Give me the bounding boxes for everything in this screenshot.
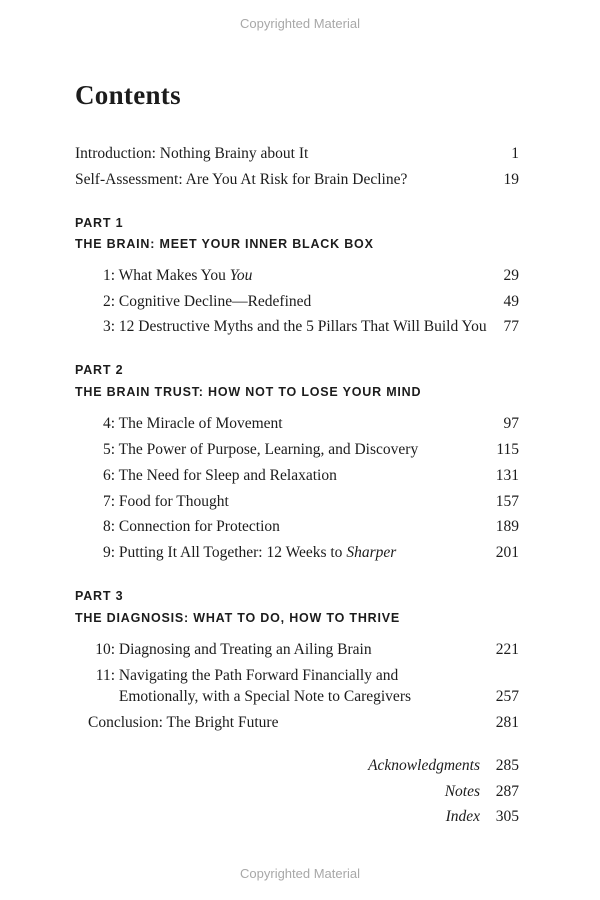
- part-2-title: THE BRAIN TRUST: HOW NOT TO LOSE YOUR MIND: [75, 385, 422, 399]
- chapter-title: Food for Thought: [118, 493, 229, 510]
- chapter-title: Diagnosing and Treating an Ailing Brain: [118, 641, 372, 658]
- chapter-title-line-2: Emotionally, with a Special Note to Caregivers: [118, 688, 412, 705]
- part-3-label: PART 3: [75, 589, 124, 603]
- watermark-bottom: Copyrighted Material: [240, 866, 360, 881]
- toc-back-acknowledgments[interactable]: [368, 755, 519, 777]
- chapter-number: 10:: [95, 641, 115, 658]
- chapter-number: 2:: [102, 293, 115, 310]
- toc-entry-label: Introduction: Nothing Brainy about It: [75, 145, 309, 162]
- conclusion-label: Conclusion: The Bright Future: [88, 714, 279, 731]
- toc-entry-label: Self-Assessment: Are You At Risk for Brain Decline?: [75, 171, 408, 188]
- toc-chapter-3[interactable]: [92, 316, 519, 338]
- toc-chapter-1[interactable]: [92, 265, 519, 287]
- chapter-page: 131: [495, 467, 519, 484]
- toc-entry-introduction[interactable]: [75, 143, 519, 165]
- chapter-number: 3:: [102, 318, 115, 335]
- chapter-title: Cognitive Decline—Redefined: [118, 293, 312, 310]
- back-matter-page: 305: [495, 808, 519, 825]
- toc-entry-page: 1: [511, 145, 519, 162]
- chapter-title: 12 Destructive Myths and the 5 Pillars That Will Build You: [118, 318, 487, 335]
- chapter-page: 257: [495, 688, 519, 705]
- chapter-title: The Power of Purpose, Learning, and Discovery: [118, 441, 419, 458]
- chapter-number: 8:: [102, 518, 115, 535]
- toc-chapter-6[interactable]: [92, 465, 519, 487]
- part-1-label: PART 1: [75, 216, 124, 230]
- toc-chapter-8[interactable]: [92, 516, 519, 538]
- chapter-title: Putting It All Together: 12 Weeks to Sharper: [118, 544, 397, 561]
- toc-chapter-11[interactable]: [88, 665, 519, 687]
- toc-back-index[interactable]: [446, 806, 519, 828]
- chapter-number: 1:: [102, 267, 115, 284]
- toc-entry-page: 19: [503, 171, 519, 188]
- toc-chapter-11-continued[interactable]: [88, 686, 519, 708]
- back-matter-page: 285: [495, 757, 519, 774]
- back-matter-label: Acknowledgments: [368, 757, 480, 774]
- chapter-number: 5:: [102, 441, 115, 458]
- chapter-number: 4:: [102, 415, 115, 432]
- toc-chapter-2[interactable]: [92, 291, 519, 313]
- toc-chapter-10[interactable]: [88, 639, 519, 661]
- back-matter-label: Index: [445, 808, 480, 825]
- watermark-top: Copyrighted Material: [240, 16, 360, 31]
- page-title: Contents: [75, 80, 181, 110]
- toc-chapter-5[interactable]: [92, 439, 519, 461]
- conclusion-page: 281: [495, 714, 519, 731]
- back-matter-label: Notes: [444, 783, 480, 800]
- chapter-title: Connection for Protection: [118, 518, 280, 535]
- toc-entry-self-assessment[interactable]: [75, 169, 519, 191]
- chapter-title-line-1: Navigating the Path Forward Financially and: [118, 667, 399, 684]
- toc-chapter-7[interactable]: [92, 491, 519, 513]
- chapter-page: 29: [503, 267, 519, 284]
- chapter-title: What Makes You You: [118, 267, 253, 284]
- toc-back-notes[interactable]: [445, 781, 519, 803]
- chapter-page: 157: [495, 493, 519, 510]
- chapter-title: The Miracle of Movement: [118, 415, 283, 432]
- chapter-page: 97: [503, 415, 519, 432]
- part-2-label: PART 2: [75, 363, 124, 377]
- toc-conclusion[interactable]: [88, 712, 519, 734]
- chapter-page: 115: [496, 441, 519, 458]
- chapter-page: 77: [503, 318, 519, 335]
- part-3-title: THE DIAGNOSIS: WHAT TO DO, HOW TO THRIVE: [75, 611, 401, 625]
- chapter-page: 49: [503, 293, 519, 310]
- part-1-title: THE BRAIN: MEET YOUR INNER BLACK BOX: [75, 237, 374, 251]
- chapter-number: 7:: [102, 493, 115, 510]
- chapter-number: 11:: [95, 667, 115, 684]
- chapter-page: 221: [495, 641, 519, 658]
- chapter-page: 201: [495, 544, 519, 561]
- chapter-number: 9:: [102, 544, 115, 561]
- chapter-number: 6:: [102, 467, 115, 484]
- chapter-title: The Need for Sleep and Relaxation: [118, 467, 337, 484]
- back-matter-page: 287: [495, 783, 519, 800]
- toc-chapter-4[interactable]: [92, 413, 519, 435]
- toc-chapter-9[interactable]: [92, 542, 519, 564]
- chapter-page: 189: [495, 518, 519, 535]
